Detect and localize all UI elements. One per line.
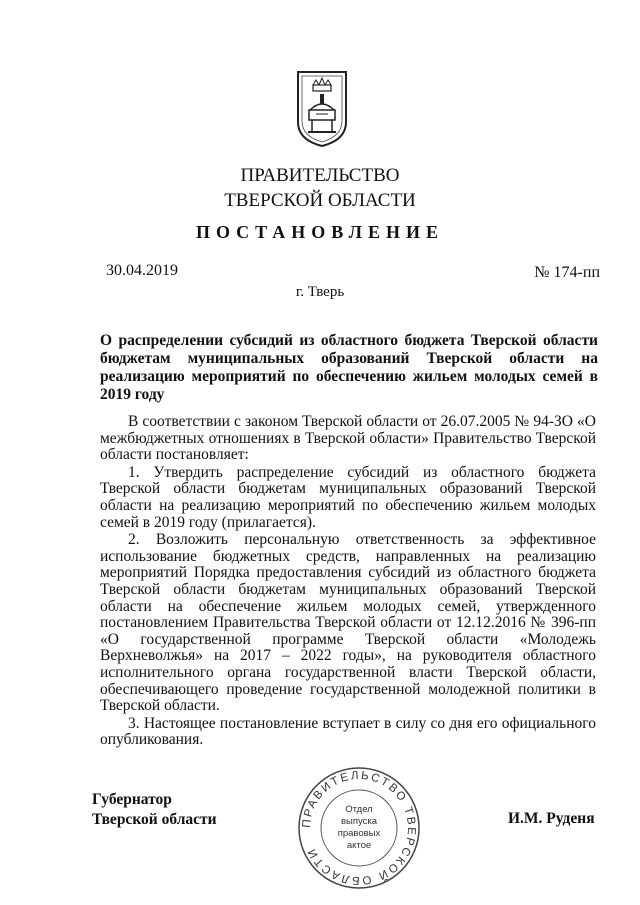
organization-name — [0, 163, 640, 213]
body-paragraph-1: 1. Утвердить распределение субсидий из областного бюджета Тверской области бюджетам муниципальных образований Тверской области на реализацию мероприятий по обеспечению жильем молодых семей в 2019 году (прилагается). — [100, 463, 596, 531]
signer-position-line-2: Тверской области — [92, 811, 217, 828]
document-type: ПОСТАНОВЛЕНИЕ — [195, 222, 445, 242]
document-number: № 174-пп — [534, 264, 600, 281]
body-paragraph-3: 3. Настоящее постановление вступает в силу со дня его официального опубликования. — [100, 714, 596, 749]
stamp-line-4: актое — [346, 840, 372, 851]
signer-name: И.М. Руденя — [508, 810, 595, 827]
stamp-line-3: правовых — [337, 828, 381, 839]
coat-of-arms-icon — [296, 70, 348, 148]
stamp-center-text — [296, 765, 422, 891]
stamp-line-2: выпуска — [340, 816, 378, 827]
document-date: 30.04.2019 — [106, 262, 178, 279]
document-city: г. Тверь — [295, 284, 345, 300]
organization-line-1: ПРАВИТЕЛЬСТВО — [240, 165, 400, 186]
body-paragraph-preamble: В соответствии с законом Тверской области от 26.07.2005 № 94-ЗО «О межбюджетных отношениях в Тверской области» Правительство Тверской области постановляет: — [100, 413, 596, 464]
official-stamp — [296, 765, 422, 891]
body-paragraph-2: 2. Возложить персональную ответственность за эффективное использование бюджетных средств, направленных на реализацию мероприятий Порядка предоставления субсидий из областного бюджета Тверской области бюджетам муниципальных образований Тверской области на обеспечение жильем молодых семей, утвержденного постановлением Правительства Тверской области от 12.12.2016 № 396-пп «О государственной программе Тверской области «Молодежь Верхневолжья» на 2017 – 2022 годы», на руководителя областного исполнительного органа государственной власти Тверской области, обеспечивающего проведение государственной молодежной политики в Тверской области. — [100, 531, 596, 715]
signer-position-line-1: Губернатор — [92, 791, 172, 808]
document-title: О распределении субсидий из областного бюджета Тверской области бюджетам муниципальных образований Тверской области на реализацию мероприятий по обеспечению жильем молодых семей в 2019 году — [100, 332, 598, 403]
stamp-ring-text: ПРАВИТЕЛЬСТВО ТВЕРСКОЙ ОБЛАСТИ — [300, 769, 418, 887]
document-body — [100, 414, 596, 750]
stamp-line-1: Отдел — [345, 804, 373, 815]
signer-position — [92, 790, 217, 830]
organization-line-2: ТВЕРСКОЙ ОБЛАСТИ — [224, 190, 416, 211]
